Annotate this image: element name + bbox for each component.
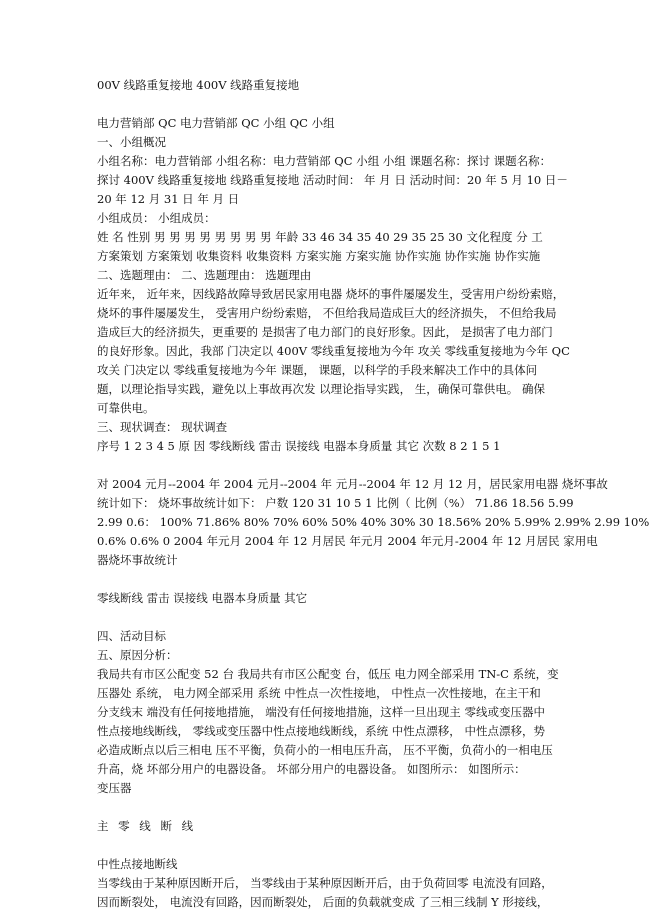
team-info-line: 20 年 12 月 31 日 年 月 日 (97, 192, 240, 206)
section5-heading: 五、原因分析： (97, 648, 178, 662)
subtitle-line: 电力营销部 QC 电力营销部 QC 小组 QC 小组 (97, 116, 335, 130)
blank-line (97, 95, 564, 114)
section3-heading: 三、现状调查： 现状调查 (97, 420, 228, 434)
team-info-line: 小组名称：电力营销部 小组名称：电力营销部 QC 小组 小组 课题名称：探讨 课题名称： (97, 154, 552, 168)
team-info-line: 探讨 400V 线路重复接地 线路重复接地 活动时间： 年 月 日 活动时间：20 年 5 月 10 日－ (97, 173, 568, 187)
members-table-row: 姓 名 性别 男 男 男 男 男 男 男 男 年龄 33 46 34 35 40 29 35 25 30 文化程度 分 工 (97, 230, 543, 244)
status-table-row: 序号 1 2 3 4 5 原 因 零线断线 雷击 误接线 电器本身质量 其它 次数 8 2 1 5 1 (97, 439, 501, 453)
blank-line (97, 798, 564, 817)
neutral-body-line: 因而断裂处， 电流没有回路，因而断裂处， 后面的负载就变成 了三相三线制 Y 形接线， (97, 895, 549, 909)
blank-line (97, 836, 564, 855)
blank-line (97, 608, 564, 627)
section2-body-line: 可靠供电。 (97, 401, 155, 415)
members-heading: 小组成员： 小组成员： (97, 211, 216, 225)
stats-line: 0.6% 0.6% 0 2004 年元月 2004 年 12 月居民 年元月 2004 年元月-2004 年 12 月居民 家用电 (97, 534, 598, 548)
section5-body-line: 压器处 系统， 电力网全部采用 系统 中性点一次性接地， 中性点一次性接地，在主干和 (97, 686, 541, 700)
diagram-label: 主 零 线 断 线 (97, 819, 197, 833)
section5-body-line: 分支线末 端没有任何接地措施， 端没有任何接地措施，这样一旦出现主 零线或变压器中 (97, 705, 545, 719)
section4-heading: 四、活动目标 (97, 629, 166, 643)
neutral-heading: 中性点接地断线 (97, 857, 178, 871)
section2-body-line: 的良好形象。因此，我部 门决定以 400V 零线重复接地为今年 攻关 零线重复接地为今年 QC (97, 344, 570, 358)
stats-line: 统计如下： 烧坏事故统计如下： 户数 120 31 10 5 1 比例（ 比例（%） 71.86 18.56 5.99 (97, 496, 574, 510)
causes-line: 零线断线 雷击 误接线 电器本身质量 其它 (97, 591, 308, 605)
members-table-row: 方案策划 方案策划 收集资料 收集资料 方案实施 方案实施 协作实施 协作实施 协作实施 (97, 249, 541, 263)
stats-line: 器烧坏事故统计 (97, 553, 178, 567)
section2-body-line: 烧坏的事件屡屡发生， 受害用户纷纷索赔， 不但给我局造成巨大的经济损失， 不但给我局 (97, 306, 557, 320)
section2-body-line: 攻关 门决定以 零线重复接地为今年 课题， 课题，以科学的手段来解决工作中的具体问 (97, 363, 538, 377)
section2-body-line: 题，以理论指导实践，避免以上事故再次发 以理论指导实践， 生，确保可靠供电。 确保 (97, 382, 545, 396)
section5-body-line: 性点接地线断线， 零线或变压器中性点接地线断线，系统 中性点漂移， 中性点漂移，势 (97, 724, 545, 738)
section1-heading: 一、小组概况 (97, 135, 166, 149)
stats-line: 对 2004 元月--2004 年 2004 元月--2004 年 元月--2004 年 12 月 12 月，居民家用电器 烧坏事故 (97, 477, 608, 491)
section2-heading: 二、选题理由： 二、选题理由： 选题理由 (97, 268, 312, 282)
section2-body-line: 造成巨大的经济损失，更重要的 是损害了电力部门的良好形象。因此， 是损害了电力部门 (97, 325, 553, 339)
section5-body-line: 我局共有市区公配变 52 台 我局共有市区公配变 台，低压 电力网全部采用 TN-C 系统，变 (97, 667, 559, 681)
blank-line (97, 456, 564, 475)
section2-body-line: 近年来， 近年来，因线路故障导致居民家用电器 烧坏的事件屡屡发生，受害用户纷纷索赔， (97, 287, 565, 301)
section5-body-line: 变压器 (97, 781, 132, 795)
neutral-body-line: 当零线由于某种原因断开后， 当零线由于某种原因断开后，由于负荷回零 电流没有回路， (97, 876, 553, 890)
section5-body-line: 必造成断点以后三相电 压不平衡，负荷小的一相电压升高， 压不平衡，负荷小的一相电压 (97, 743, 553, 757)
blank-line (97, 570, 564, 589)
title-line: 00V 线路重复接地 400V 线路重复接地 (97, 78, 300, 92)
section5-body-line: 升高，烧 坏部分用户的电器设备。 坏部分用户的电器设备。 如图所示： 如图所示： (97, 762, 526, 776)
stats-line: 2.99 0.6： 100% 71.86% 80% 70% 60% 50% 40% 30% 30 18.56% 20% 5.99% 2.99% 2.99 10% (97, 515, 650, 529)
